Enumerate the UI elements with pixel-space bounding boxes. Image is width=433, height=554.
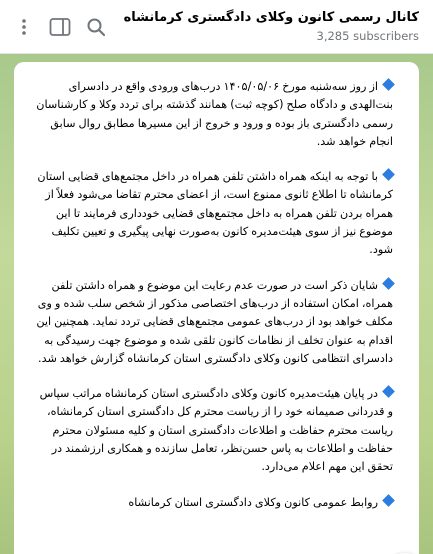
- search-icon[interactable]: [84, 15, 108, 39]
- blue-diamond-icon: [382, 277, 395, 290]
- chat-header: [0, 0, 433, 54]
- sidebar-toggle-icon[interactable]: [48, 15, 72, 39]
- message-paragraph: با توجه به اینکه همراه داشتن تلفن همراه در داخل مجتمع‌های قضایی استان کرمانشاه تا اطلاع ثانوی ممنوع است، از اعضای محترم تقاضا می‌شود فعلاً از همراه بردن تلفن همراه به داخل مجتمع‌های قضایی خودداری فرمایند تا این موضوع نیز از سوی هیئت‌مدیره کانون به‌صورت نهایی پیگیری و تعیین تکلیف شود.: [37, 170, 393, 257]
- blue-diamond-icon: [382, 494, 395, 507]
- message-paragraph: از روز سه‌شنبه مورخ ۱۴۰۵/۰۵/۰۶ درب‌های ورودی واقع در دادسرای بنت‌الهدی و دادگاه صلح (کوچه ثبت) همانند گذشته برای تردد وکلا و کارشناسان رسمی دادگستری باز بوده و ورود و خروج از این مسیرها مطابق روال سابق انجام خواهد شد.: [36, 80, 393, 148]
- header-actions: [12, 15, 124, 39]
- message-paragraph: در پایان هیئت‌مدیره کانون وکلای دادگستری استان کرمانشاه مراتب سپاس و قدردانی صمیمانه خود را از ریاست محترم کل دادگستری استان کرمانشاه، ریاست محترم حفاظت و اطلاعات دادگستری استان و کلیه مسئولان محترم حفاظت و اطلاعات به پاس حسن‌نظر، تعامل سازنده و همکاری ارزشمند در تحقق این مهم اعلام می‌دارد.: [39, 387, 393, 474]
- subscriber-count: 3,285 subscribers: [316, 29, 419, 43]
- channel-title: کانال رسمی کانون وکلای دادگستری کرمانشاه: [123, 10, 419, 25]
- message-bubble[interactable]: [14, 62, 419, 554]
- more-vertical-icon[interactable]: [12, 15, 36, 39]
- blue-diamond-icon: [382, 168, 395, 181]
- message-paragraph: شایان ذکر است در صورت عدم رعایت این موضوع و همراه داشتن تلفن همراه، امکان استفاده از درب‌های اختصاصی مذکور از شخص سلب شده و وی مکلف خواهد بود از درب‌های عمومی مجتمع‌های قضایی تردد نماید. همچنین این اقدام به عنوان تخلف از نظامات کانون تلقی شده و موضوع جهت رسیدگی به دادسرای انتظامی کانون وکلای دادگستری استان کرمانشاه گزارش خواهد شد.: [36, 278, 393, 365]
- blue-diamond-icon: [382, 78, 395, 91]
- message-signature: روابط عمومی کانون وکلای دادگستری استان کرمانشاه: [36, 494, 393, 512]
- blue-diamond-icon: [382, 385, 395, 398]
- channel-info[interactable]: [124, 9, 423, 44]
- chat-area[interactable]: [0, 54, 433, 554]
